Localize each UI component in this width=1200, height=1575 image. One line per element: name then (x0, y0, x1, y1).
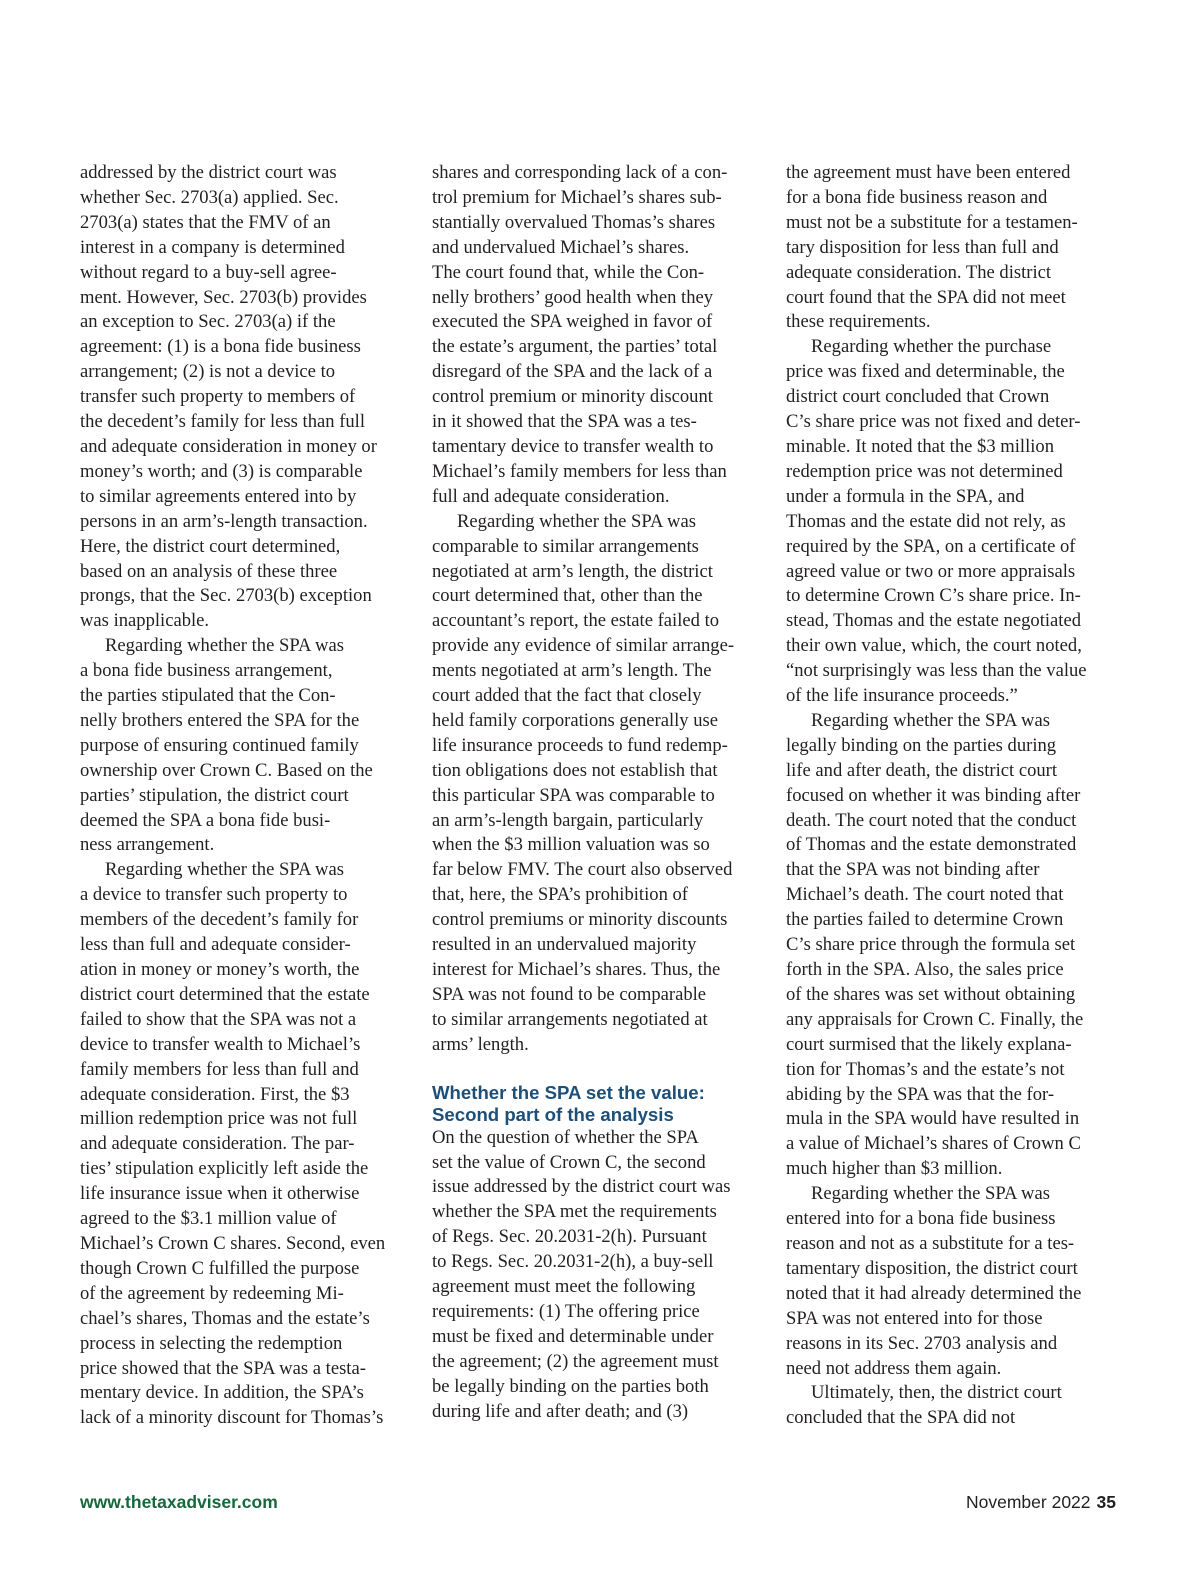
text-line: their own value, which, the court noted, (786, 635, 1082, 657)
text-line: ments negotiated at arm’s length. The (432, 660, 712, 682)
text-line: device to transfer wealth to Michael’s (80, 1033, 361, 1055)
text-line: of Thomas and the estate demonstrated (786, 834, 1077, 856)
text-line: price showed that the SPA was a testa- (80, 1357, 366, 1379)
text-line: district court determined that the estate (80, 983, 370, 1005)
text-line: C’s share price was not fixed and deter- (786, 411, 1081, 433)
text-line: SPA was not entered into for those (786, 1307, 1043, 1329)
text-line: a device to transfer such property to (80, 884, 348, 906)
article-column-1 (80, 161, 416, 1431)
text-line: issue addressed by the district court was (432, 1176, 731, 1198)
text-line: life insurance issue when it otherwise (80, 1183, 360, 1205)
text-line: when the $3 million valuation was so (432, 834, 710, 856)
text-line: life and after death, the district court (786, 759, 1058, 781)
text-line: interest in a company is determined (80, 236, 345, 258)
text-line: executed the SPA weighed in favor of (432, 311, 713, 333)
text-line: prongs, that the Sec. 2703(b) exception (80, 585, 372, 607)
text-line: stantially overvalued Thomas’s shares (432, 211, 716, 233)
text-line: set the value of Crown C, the second (432, 1151, 706, 1173)
text-line: the parties failed to determine Crown (786, 909, 1064, 931)
text-line: court added that the fact that closely (432, 685, 702, 707)
text-line: district court concluded that Crown (786, 386, 1050, 408)
footer-issue-page (966, 1492, 1116, 1513)
text-line: members of the decedent’s family for (80, 909, 359, 931)
text-line: the estate’s argument, the parties’ total (432, 336, 718, 358)
text-line: for a bona fide business reason and (786, 186, 1048, 208)
text-line: transfer such property to members of (80, 386, 356, 408)
text-line: negotiated at arm’s length, the district (432, 560, 713, 582)
text-line: and adequate consideration. The par- (80, 1133, 355, 1155)
text-line: reasons in its Sec. 2703 analysis and (786, 1332, 1058, 1354)
text-line: nelly brothers entered the SPA for the (80, 709, 360, 731)
text-line: SPA was not found to be comparable (432, 983, 707, 1005)
text-line: tion obligations does not establish that (432, 759, 718, 781)
text-line: ation in money or money’s worth, the (80, 959, 360, 980)
text-line: lack of a minority discount for Thomas’s (80, 1407, 384, 1429)
text-line: control premium or minority discount (432, 386, 713, 408)
text-line: to similar agreements entered into by (80, 485, 357, 507)
text-line: chael’s shares, Thomas and the estate’s (80, 1307, 370, 1329)
text-line: an exception to Sec. 2703(a) if the (80, 311, 336, 333)
text-line: death. The court noted that the conduct (786, 809, 1077, 831)
text-line: The court found that, while the Con- (432, 261, 705, 283)
text-line: Thomas and the estate did not rely, as (786, 510, 1066, 532)
text-line: ness arrangement. (80, 834, 215, 856)
text-line: court found that the SPA did not meet (786, 286, 1066, 308)
paragraph-first-line: Regarding whether the SPA was (457, 510, 696, 532)
text-line: comparable to similar arrangements (432, 535, 699, 557)
text-line: a bona fide business arrangement, (80, 660, 333, 682)
text-line: tary disposition for less than full and (786, 236, 1059, 258)
text-line: agreed to the $3.1 million value of (80, 1208, 337, 1230)
text-line: tamentary device to transfer wealth to (432, 435, 714, 457)
text-line: under a formula in the SPA, and (786, 485, 1025, 507)
text-line: of the life insurance proceeds.” (786, 685, 1018, 707)
text-line: reason and not as a substitute for a tes- (786, 1232, 1075, 1254)
paragraph-first-line: Regarding whether the SPA was (811, 1183, 1050, 1205)
text-line: whether the SPA met the requirements (432, 1201, 717, 1223)
text-line: court determined that, other than the (432, 585, 703, 607)
text-line: need not address them again. (786, 1357, 1002, 1379)
text-line: Here, the district court determined, (80, 535, 341, 557)
text-line: focused on whether it was binding after (786, 784, 1081, 806)
paragraph-first-line: Regarding whether the SPA was (105, 859, 344, 881)
text-line: full and adequate consideration. (432, 485, 670, 507)
text-line: “not surprisingly was less than the value (786, 660, 1087, 682)
text-line: the agreement must have been entered (786, 162, 1071, 183)
text-line: far below FMV. The court also observed (432, 859, 733, 881)
text-line: of the shares was set without obtaining (786, 983, 1076, 1005)
text-line: that the SPA was not binding after (786, 859, 1040, 881)
text-line: tamentary disposition, the district court (786, 1257, 1078, 1279)
text-line: million redemption price was not full (80, 1108, 358, 1130)
text-line: agreement: (1) is a bona fide business (80, 336, 361, 358)
text-line: a value of Michael’s shares of Crown C (786, 1133, 1081, 1155)
text-line: much higher than $3 million. (786, 1158, 1003, 1180)
text-line: held family corporations generally use (432, 709, 719, 731)
text-line: ment. However, Sec. 2703(b) provides (80, 286, 367, 308)
text-line: must not be a substitute for a testamen- (786, 211, 1078, 233)
text-line: money’s worth; and (3) is comparable (80, 460, 363, 482)
text-line: must be fixed and determinable under (432, 1325, 714, 1347)
text-line: based on an analysis of these three (80, 560, 338, 582)
text-line: that, here, the SPA’s prohibition of (432, 884, 688, 906)
text-line: Michael’s family members for less than (432, 460, 727, 482)
text-line: price was fixed and determinable, the (786, 361, 1065, 383)
text-line: these requirements. (786, 311, 931, 333)
text-line: process in selecting the redemption (80, 1332, 343, 1354)
text-line: any appraisals for Crown C. Finally, the (786, 1008, 1084, 1030)
text-line: concluded that the SPA did not (786, 1407, 1016, 1429)
text-line: the agreement; (2) the agreement must (432, 1350, 719, 1372)
footer-url: www.thetaxadviser.com (80, 1492, 278, 1512)
text-line: addressed by the district court was (80, 162, 337, 183)
text-line: redemption price was not determined (786, 460, 1063, 482)
text-line: this particular SPA was comparable to (432, 784, 715, 806)
text-line: required by the SPA, on a certificate of (786, 535, 1076, 557)
paragraph-first-line: Regarding whether the SPA was (811, 709, 1050, 731)
text-line: life insurance proceeds to fund redemp- (432, 734, 728, 756)
text-line: to similar arrangements negotiated at (432, 1008, 708, 1030)
text-line: Michael’s Crown C shares. Second, even (80, 1232, 386, 1254)
footer-issue-date: November 2022 (966, 1492, 1091, 1512)
text-line: stead, Thomas and the estate negotiated (786, 610, 1081, 632)
text-line: the decedent’s family for less than full (80, 411, 366, 433)
article-column-2 (432, 161, 768, 1425)
text-line: family members for less than full and (80, 1058, 359, 1080)
text-line: the parties stipulated that the Con- (80, 685, 336, 707)
text-line: arms’ length. (432, 1033, 529, 1055)
text-line: Michael’s death. The court noted that (786, 884, 1064, 906)
paragraph-first-line: Ultimately, then, the district court (811, 1382, 1062, 1404)
text-line: control premiums or minority discounts (432, 909, 728, 931)
text-line: agreed value or two or more appraisals (786, 560, 1076, 582)
text-line: noted that it had already determined the (786, 1282, 1082, 1304)
text-line: though Crown C fulfilled the purpose (80, 1257, 360, 1279)
text-line: to Regs. Sec. 20.2031-2(h), a buy-sell (432, 1251, 714, 1273)
article-column-3 (786, 161, 1126, 1431)
text-line: failed to show that the SPA was not a (80, 1008, 357, 1030)
text-line: parties’ stipulation, the district court (80, 784, 349, 806)
text-line: tion for Thomas’s and the estate’s not (786, 1058, 1065, 1080)
text-line: forth in the SPA. Also, the sales price (786, 959, 1064, 980)
text-line: court surmised that the likely explana- (786, 1033, 1072, 1055)
text-line: of Regs. Sec. 20.2031-2(h). Pursuant (432, 1226, 707, 1248)
text-line: entered into for a bona fide business (786, 1208, 1056, 1230)
text-line: ownership over Crown C. Based on the (80, 759, 373, 781)
text-line: whether Sec. 2703(a) applied. Sec. (80, 186, 339, 208)
paragraph-first-line: Regarding whether the purchase (811, 336, 1052, 358)
text-line: of the agreement by redeeming Mi- (80, 1282, 344, 1304)
text-line: without regard to a buy-sell agree- (80, 261, 337, 283)
text-line: arrangement; (2) is not a device to (80, 361, 336, 383)
text-line: adequate consideration. The district (786, 261, 1052, 283)
text-line: provide any evidence of similar arrange- (432, 635, 735, 657)
text-line: to determine Crown C’s share price. In- (786, 585, 1081, 607)
text-line: adequate consideration. First, the $3 (80, 1083, 350, 1105)
text-line: and undervalued Michael’s shares. (432, 236, 690, 258)
text-line: was inapplicable. (80, 610, 210, 632)
text-line: mula in the SPA would have resulted in (786, 1108, 1080, 1130)
text-line: an arm’s-length bargain, particularly (432, 809, 704, 831)
page-number: 35 (1096, 1492, 1116, 1512)
text-line: trol premium for Michael’s shares sub- (432, 186, 722, 208)
text-line: abiding by the SPA was that the for- (786, 1083, 1055, 1105)
text-line: persons in an arm’s-length transaction. (80, 510, 368, 532)
text-line: and adequate consideration in money or (80, 435, 377, 457)
text-line: disregard of the SPA and the lack of a (432, 361, 713, 383)
text-line: during life and after death; and (3) (432, 1400, 689, 1422)
text-line: legally binding on the parties during (786, 734, 1057, 756)
text-line: less than full and adequate consider- (80, 934, 351, 956)
text-line: 2703(a) states that the FMV of an (80, 211, 331, 233)
text-line: C’s share price through the formula set (786, 934, 1076, 956)
text-line: minable. It noted that the $3 million (786, 435, 1055, 457)
text-line: mentary device. In addition, the SPA’s (80, 1382, 364, 1404)
text-line: resulted in an undervalued majority (432, 934, 697, 956)
text-line: requirements: (1) The offering price (432, 1300, 700, 1322)
text-line: agreement must meet the following (432, 1276, 696, 1298)
text-line: be legally binding on the parties both (432, 1375, 709, 1397)
section-heading: Whether the SPA set the value: (432, 1081, 705, 1103)
text-line: On the question of whether the SPA (432, 1126, 699, 1148)
paragraph-first-line: Regarding whether the SPA was (105, 635, 344, 657)
section-heading: Second part of the analysis (432, 1103, 674, 1125)
text-line: in it showed that the SPA was a tes- (432, 411, 697, 433)
text-line: nelly brothers’ good health when they (432, 286, 714, 308)
text-line: ties’ stipulation explicitly left aside the (80, 1158, 369, 1180)
text-line: deemed the SPA a bona fide busi- (80, 809, 331, 831)
text-line: interest for Michael’s shares. Thus, the (432, 959, 721, 980)
text-line: purpose of ensuring continued family (80, 734, 359, 756)
text-line: accountant’s report, the estate failed to (432, 610, 720, 632)
text-line: shares and corresponding lack of a con- (432, 162, 728, 183)
